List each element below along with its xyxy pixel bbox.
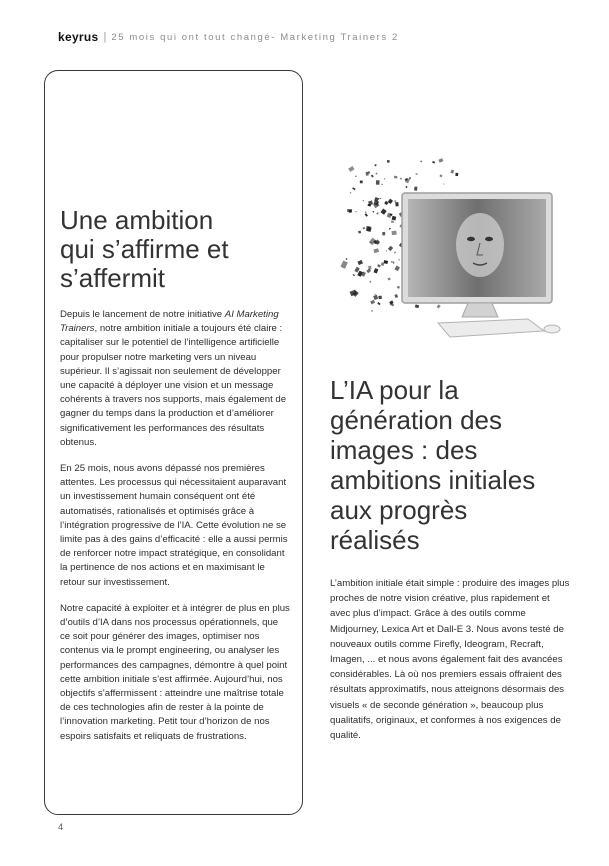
particle-fragment [384,178,385,179]
page-number: 4 [58,822,64,832]
particle-fragment [356,211,357,212]
particle-fragment [341,261,348,269]
particle-fragment [348,166,354,172]
particle-fragment [378,296,382,300]
particle-fragment [414,187,417,191]
particle-fragment [365,213,368,217]
particle-fragment [394,266,400,272]
particle-fragment [360,181,363,184]
right-title-line: L’IA pour la [330,375,459,405]
left-paragraph-2: En 25 mois, nous avons dépassé nos premières attentes. Les processus qui nécessitaient auparavant un investissement humain conséquent ont été automatisés, rationalisés et optimisés grâce à l’intégration progressive de l’IA. Cette évolution ne se limite pas à des gains d’efficacité : elle a aussi permis de renforcer notre impact stratégique, en consolidant la pertinence de nos actions et en maximisant le retour sur investissement. [60,463,288,588]
particle-fragment [388,246,393,251]
particle-fragment [391,221,394,223]
particle-fragment [388,199,393,204]
particle-fragment [357,260,363,265]
particle-fragment [394,294,398,298]
ai-monitor-face-illustration [330,145,570,345]
particle-fragment [437,304,441,308]
particle-fragment [409,177,411,179]
particle-fragment [370,300,375,305]
particle-fragment [370,281,372,282]
particle-fragment [354,267,359,273]
particle-fragment [415,173,417,175]
particle-fragment [362,227,365,230]
left-title-line: qui s’affirme et [60,234,229,264]
particle-fragment [381,262,384,265]
particle-fragment [394,200,396,202]
particle-fragment [397,286,400,289]
particle-fragment [374,240,379,244]
particle-fragment [438,158,443,162]
particle-fragment [394,251,396,253]
particle-fragment [380,198,382,199]
particle-fragment [376,180,380,185]
particle-fragment [387,160,390,163]
particle-fragment [372,211,374,213]
particle-fragment [352,187,355,190]
right-title-line: réalisés [330,525,420,555]
right-body-text [330,576,570,743]
particle-fragment [350,192,352,194]
header-separator: | [103,31,107,43]
right-title-line: aux progrès [330,495,468,525]
particle-fragment [373,295,378,300]
p1-text-start: Depuis le lancement de notre initiative [60,309,225,320]
particle-fragment [386,250,387,251]
particle-fragment [389,228,391,230]
left-paragraph-1 [60,308,290,450]
left-paragraph-3: Notre capacité à exploiter et à intégrer de plus en plus d’outils d’IA dans nos processus opérationnels, que ce soit pour générer des images, optimiser nos contenus via le prompt engineering, ou analyser les performances des campagnes, démontre à quel point cette ambition initiale s’est affirmée. Aujourd’hui, nos objectifs s’affermissent : atteindre une maîtrise totale de ces technologies afin de rester à la pointe de l’innovation marketing. Petit tour d’horizon de nos espoirs satisfaits et reliquats de frustrations. [60,602,290,742]
particle-fragment [375,173,377,175]
particle-fragment [363,200,365,202]
particle-fragment [382,232,385,235]
right-paragraph: L’ambition initiale était simple : produire des images plus proches de notre vision créative, plus rapidement et avec plus d’impact. Grâce à des outils comme Midjourney, Lexica Art et Dall-E 3. Nous avons testé de nouveaux outils comme Firefly, Ideogram, Recraft, Imagen, ... et nous avons également fait des avancées considérables. Là où nos premiers essais offraient des résultats approximatifs, nous atteignons désormais des visuels « de seconde génération », beaucoup plus qualitatifs, originaux, et conformes à nos exigences de qualité. [330,578,570,742]
particle-fragment [357,271,363,277]
particle-fragment [380,209,386,215]
particle-fragment [443,183,444,184]
initiative-name: AI Marketing Trainers [60,309,279,335]
particle-fragment [393,262,394,264]
running-title: 25 mois qui ont tout changé- Marketing Trainers 2 [111,31,399,43]
particle-fragment [377,302,380,305]
particle-fragment [420,161,422,163]
particle-fragment [376,212,378,214]
particle-fragment [377,264,381,267]
particle-fragment [366,172,369,176]
particle-fragment [346,258,348,260]
right-title-line: ambitions initiales [330,465,536,495]
particle-fragment [358,231,361,234]
particle-fragment [450,170,454,174]
particle-fragment [391,261,393,263]
particle-fragment [381,184,382,185]
right-title-line: images : des [330,435,478,465]
p1-text-end: , notre ambition initiale a toujours été claire : capitaliser sur le potentiel de l’intelligence artificielle pour propulser notre marketing vers un niveau supérieur. Il s’agissait non seulement de développer une capacité à déployer une vision et un message cohérents à travers nos supports, mais également de gagner du temps dans la production et d’améliorer significativement les performances des résultats obtenus. [60,323,287,448]
left-title-line: s’affermit [60,263,165,293]
particle-fragment [384,260,389,264]
right-section-title [330,375,580,555]
particle-fragment [373,248,379,253]
particle-fragment [355,176,356,177]
particle-fragment [347,209,352,212]
particle-fragment [371,310,373,312]
particle-fragment [353,274,356,277]
particle-fragment [373,268,378,273]
particle-fragment [415,304,419,308]
particle-fragment [392,216,397,221]
particle-fragment [374,294,375,295]
particle-fragment [395,202,399,206]
particle-fragment [400,177,402,179]
left-title-line: Une ambition [60,205,214,235]
page-header [58,28,399,46]
particle-fragment [387,213,392,219]
particle-fragment [432,161,435,164]
particle-fragment [374,164,377,166]
particle-fragment [439,174,442,177]
particle-fragment [398,259,400,261]
particle-fragment [392,231,397,235]
right-title-line: génération des [330,405,503,435]
keyrus-logo: keyrus [58,30,99,44]
particle-fragment [405,186,407,188]
particle-fragment [387,277,390,280]
left-section-title [60,206,290,293]
particle-fragment [384,201,388,205]
particle-fragment [455,173,458,176]
particle-fragment [365,211,367,213]
particle-fragment [394,176,397,179]
particle-fragment [371,175,374,178]
left-body-text [60,308,290,756]
